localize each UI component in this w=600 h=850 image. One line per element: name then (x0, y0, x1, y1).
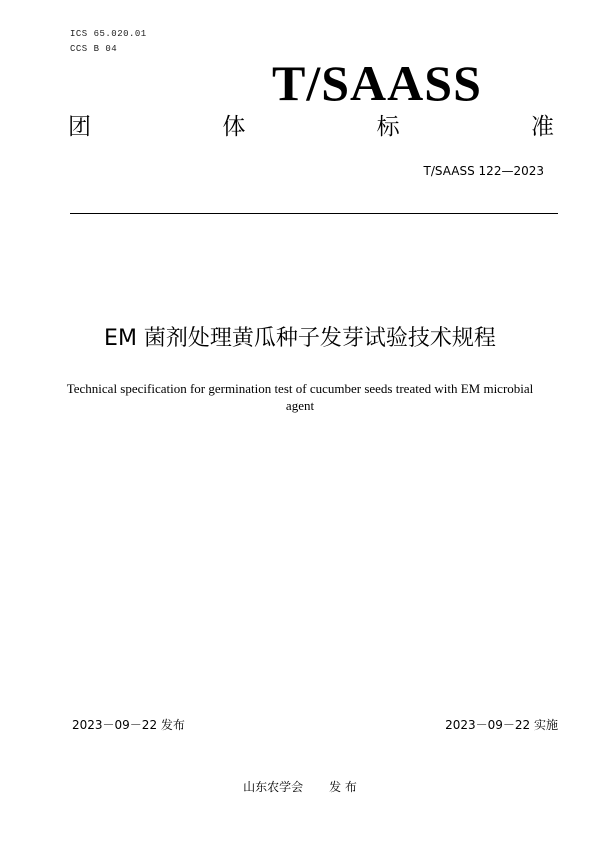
standard-type-char: 准 (530, 114, 554, 140)
publisher-name: 山东农学会 (243, 780, 304, 794)
title-english: Technical specification for germination test of cucumber seeds treated with EM microbial agent (66, 381, 534, 413)
publisher-action: 发 布 (329, 780, 357, 794)
standard-type-char: 团 (68, 114, 91, 140)
title-chinese: EM 菌剂处理黄瓜种子发芽试验技术规程 (104, 326, 496, 351)
header-divider (70, 213, 558, 214)
ics-code: ICS 65.020.01 (70, 29, 147, 39)
ccs-code: CCS B 04 (70, 44, 118, 54)
standard-type-heading (68, 116, 554, 139)
standard-type-char: 标 (376, 114, 400, 140)
standard-type-char: 体 (222, 114, 246, 140)
implement-date: 2023－09－22 实施 (445, 718, 558, 732)
publisher-line (0, 778, 600, 795)
publish-date: 2023－09－22 发布 (72, 718, 185, 732)
standard-logo: T/SAASS (272, 55, 482, 111)
standard-number: T/SAASS 122—2023 (423, 164, 544, 178)
